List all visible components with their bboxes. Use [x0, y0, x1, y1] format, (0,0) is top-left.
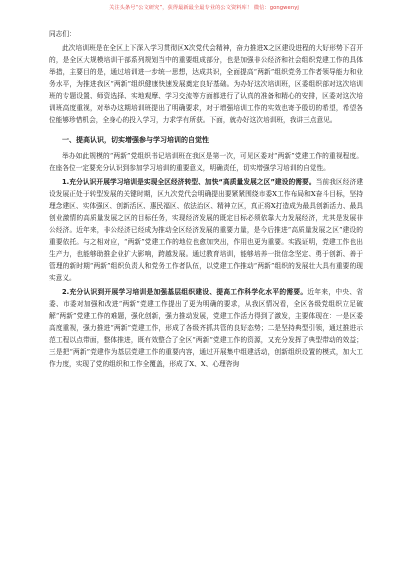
point-1-title: 1.充分认识开展学习培训是实现全区经济转型、加快“高质量发展之区”建设的需要。	[62, 178, 316, 186]
point-2	[49, 286, 363, 370]
promo-banner[interactable]: 关注头条号“公文研究”，获得最新最全最专业的公文资料库！ 微信：gongwenyj	[109, 5, 299, 11]
intro-paragraph: 此次培训班是在全区上下深入学习贯彻区Ⅹ次党代会精神，奋力推进Ⅹ之区建设进程的大好形势下召开的，是全区大规模培训干部系列规划当中的重要组成部分，也是加强非公经济和社会组织党建工作的具体举措，主要目的是，通过培训进一步统一思想，达成共识，全面提高“两新”组织党务工作者领导能力和业务水平，为推进我区“两新”组织健康快速发展奠定良好基础。为办好这次培训班，区委组织部对这次培训班的专题设置、师资选择、实地观摩、学习交流等方面都进行了认真的准备和精心的安排，区委对这次培训班高度重视，对举办这期培训班提出了明确要求，对于增强培训工作的实效也寄予殷切的希望，希望各位能够珍惜机会，全身心的投入学习，力求学有所获。下面，就办好这次培训班，我讲三点意见。	[49, 44, 363, 124]
section-heading-1: 一、提高认识，切实增强参与学习培训的自觉性	[62, 136, 209, 144]
point-2-title: 2.充分认识到开展学习培训是加强基层组织建设、提高工作科学化水平的需要。	[62, 288, 308, 296]
point-1-body: 当前我区经济建设发展正处于转型发展的关键时期，区九次党代会明确提出要紧紧围绕市委Ⅹ工作布局和Ⅹ奋斗目标，坚持理念建区、实体强区、创新活区、惠民福区、依法治区、精神立区，真正将Ⅹ打造成为最具创新活力、最具创业激情的高质量发展之区的目标任务，实现经济发展的既定目标必须依靠大力发展经济，尤其是发展非公经济。近年来，非公经济已经成为推动全区经济发展的重要力量，是今后推进“高质量发展之区”建设的重要依托。与之相对应，“两新”党建工作的地位也愈加突出，作用也更为重要。实践证明，党建工作也出生产力，也能够助推企业扩大影响，跨越发展。通过教育培训，能够培养一批信念坚定、勇于创新、善于管理的新时期“两新”组织负责人和党务工作者队伍，以党建工作推动“两新”组织的发展壮大具有重要的现实意义。	[49, 178, 364, 282]
greeting: 同志们：	[49, 30, 76, 38]
document-body	[49, 28, 363, 372]
point-2-body: 近年来，中央、省委、市委对加强和改进“两新”党建工作提出了更为明确的要求，从我区情况看，全区各级党组织立足破解“两新”党建工作的难题，强化创新，强力推动发展，党建工作活力得到了激发，主要体现在：一是区委高度重视，强力推进“两新”党建工作，形成了各级齐抓共管的良好态势；二是坚持典型引领，通过推进示范工程以点带面，整体推进，既有效整合了全区“两新”党建工作的资源，又充分发挥了典型带动的效益；三是把“两新”党建作为基层党建工作的重要内容，通过开展集中组建活动，创新组织设置的模式，加大工作力度，实现了党的组织和工作全覆盖，形成了Ⅹ、Ⅹ、心理咨询	[49, 288, 363, 368]
point-1	[49, 176, 363, 284]
section-intro: 举办如此规模的“两新”党组织书记培训班在我区是第一次，可见区委对“两新”党建工作的重视程度。在座各位一定要充分认识到参加学习培训的重要意义，明确责任，切实增强学习培训的自觉性。	[49, 152, 363, 172]
